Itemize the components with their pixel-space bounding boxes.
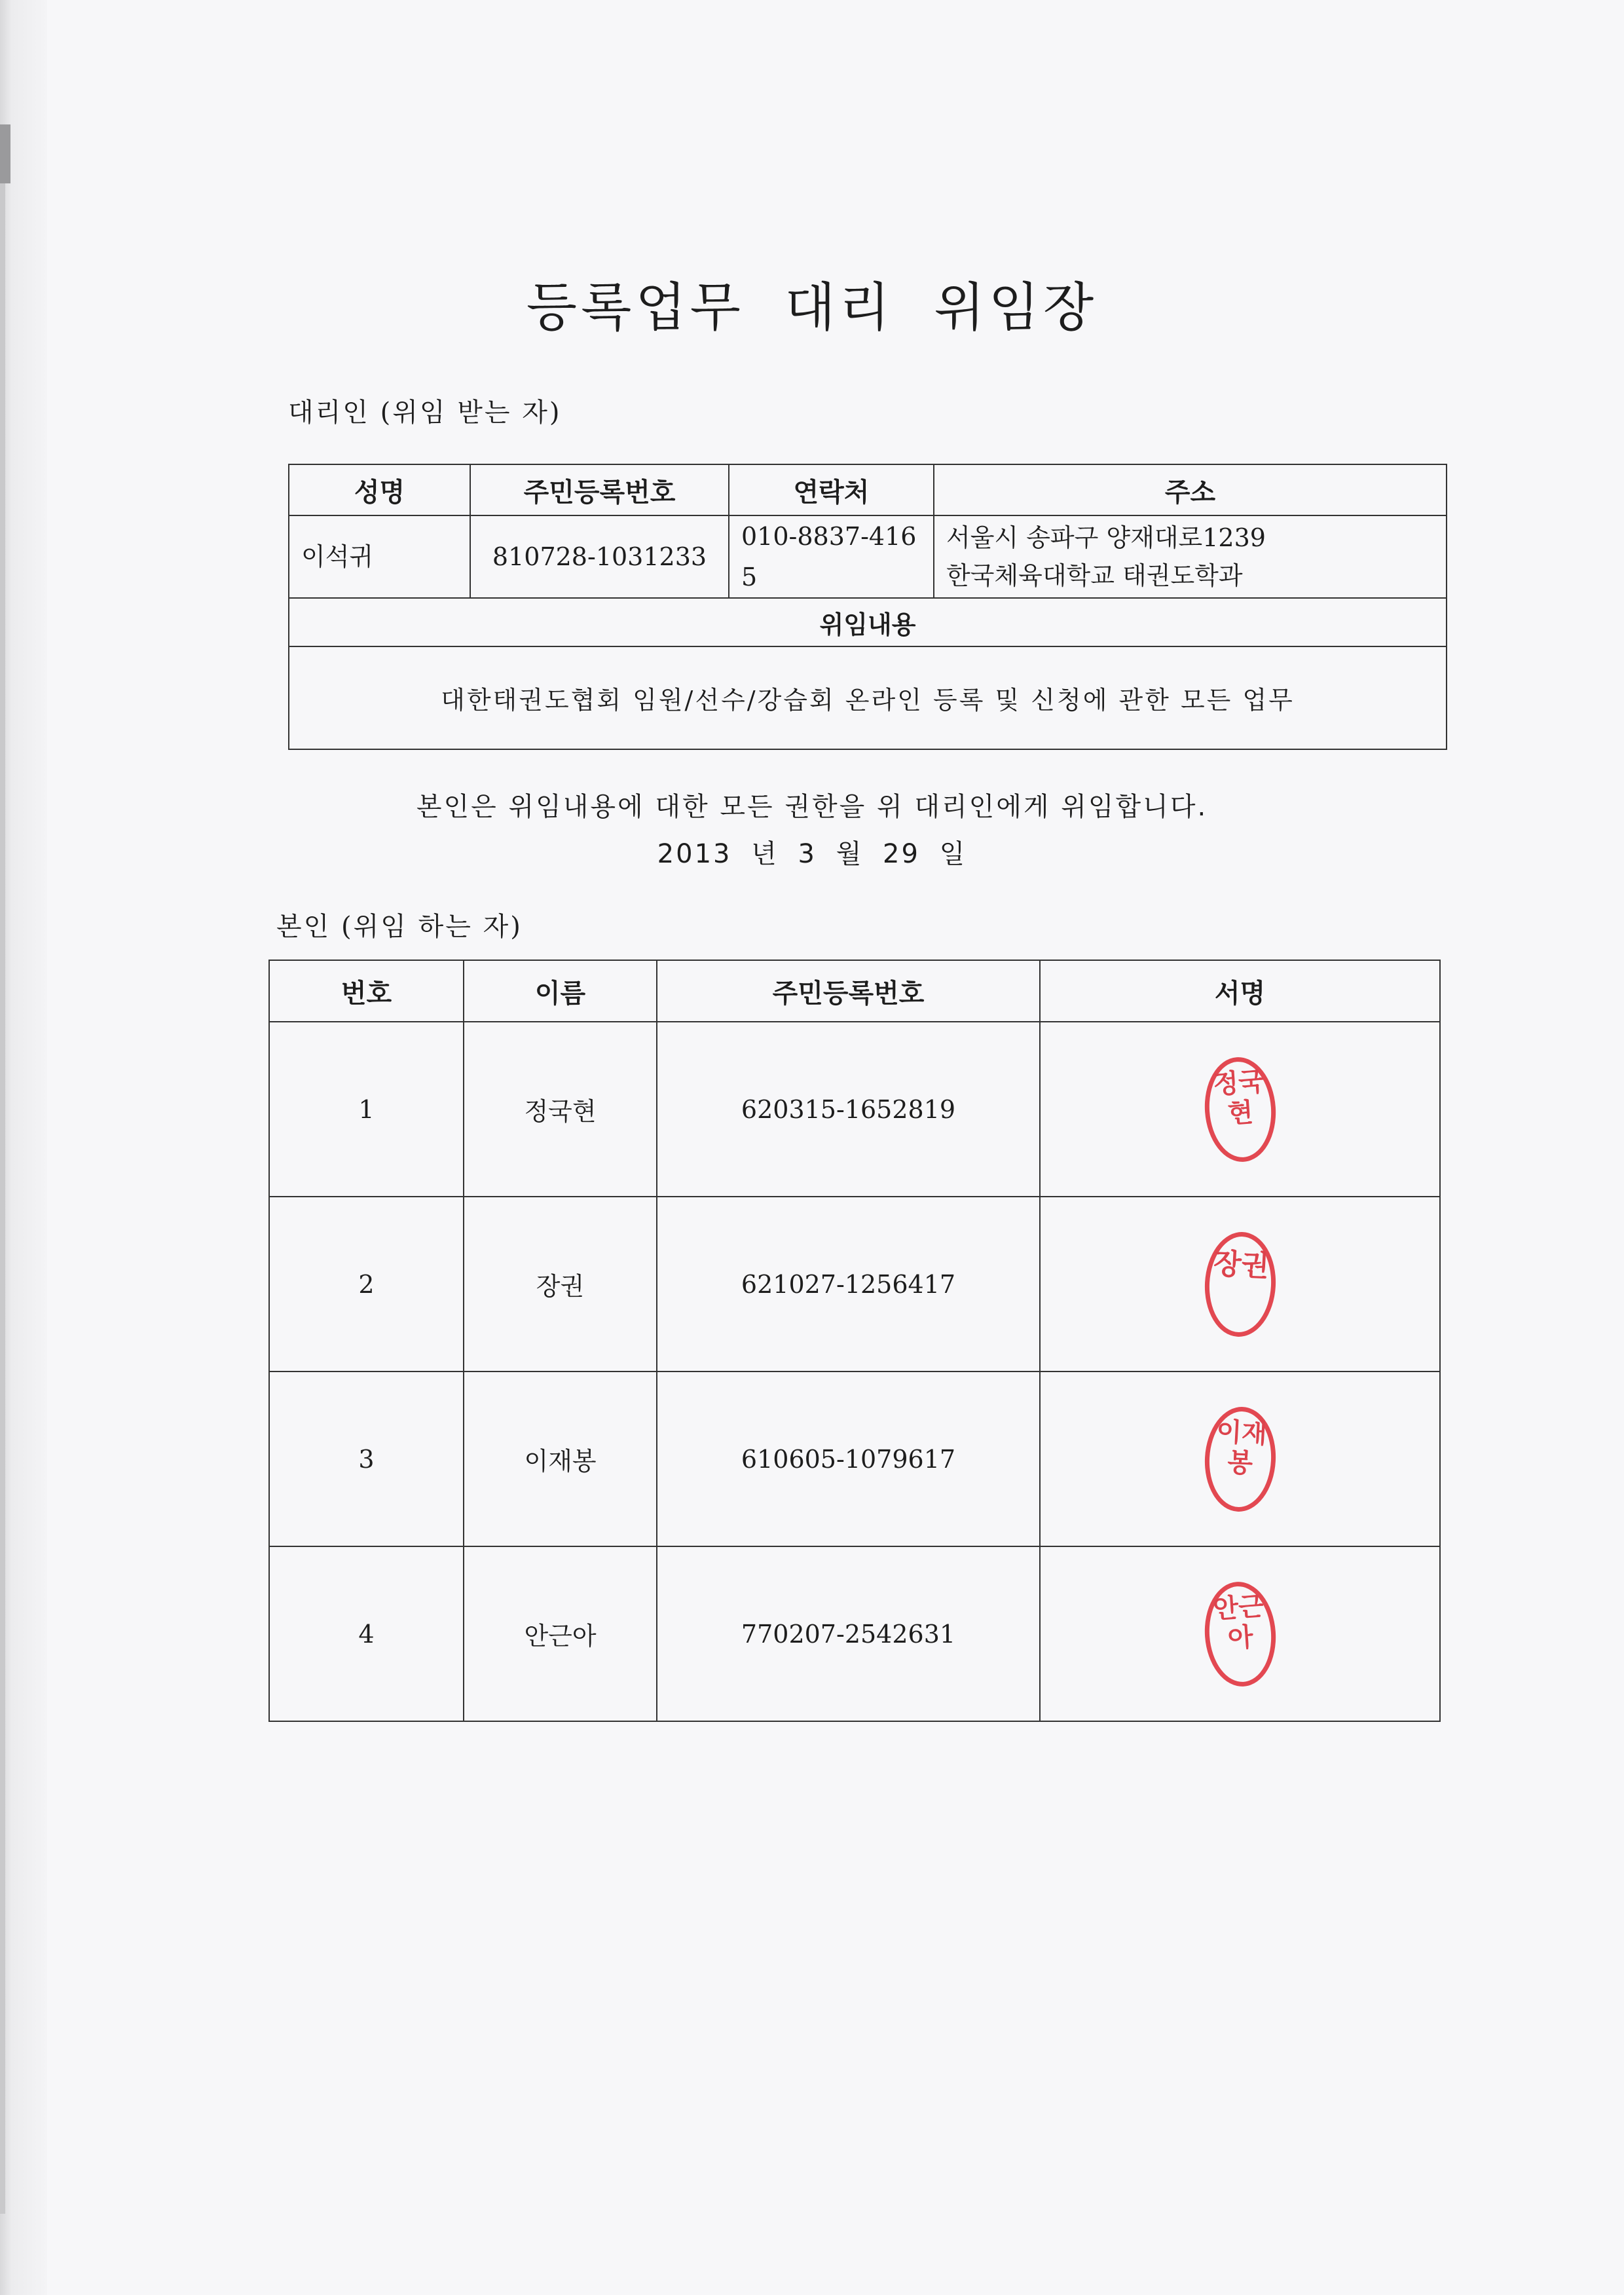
principal-resident-number: 620315-1652819 [657,1022,1040,1197]
scan-edge [0,0,47,2295]
delegation-statement: 본인은 위임내용에 대한 모든 권한을 위 대리인에게 위임합니다. [416,792,1208,822]
agent-address [934,515,1447,598]
principal-signature-cell [1040,1197,1440,1371]
agent-name: 이석귀 [289,515,470,598]
principal-header-resident-number: 주민등록번호 [657,960,1040,1022]
seal-stamp: 장권 [1202,1230,1278,1338]
agent-phone: 010-8837-4165 [729,515,934,598]
principal-name: 장권 [464,1197,657,1371]
principal-no: 2 [269,1197,464,1371]
scan-edge-strip [0,183,5,2214]
agent-section-label: 대리인 (위임 받는 자) [288,398,562,428]
principal-section-label: 본인 (위임 하는 자) [276,912,523,942]
principal-header-no: 번호 [269,960,464,1022]
delegation-content-row [289,646,1447,749]
agent-header-resident-number: 주민등록번호 [470,464,729,515]
delegation-content: 대한태권도협회 임원/선수/강습회 온라인 등록 및 신청에 관한 모든 업무 [289,646,1447,749]
principal-row [269,1197,1440,1371]
agent-table-header [289,464,1447,515]
principal-row [269,1371,1440,1546]
principal-signature-cell [1040,1371,1440,1546]
principal-name: 안근아 [464,1546,657,1721]
scan-edge-tab [0,124,10,183]
principal-signature-cell [1040,1546,1440,1721]
principal-resident-number: 770207-2542631 [657,1546,1040,1721]
agent-header-address: 주소 [934,464,1447,515]
principal-resident-number: 610605-1079617 [657,1371,1040,1546]
principal-header-signature: 서명 [1040,960,1440,1022]
principal-name: 이재봉 [464,1371,657,1546]
document-date: 2013 년 3 월 29 일 [657,839,967,869]
principal-no: 1 [269,1022,464,1197]
principal-row [269,1022,1440,1197]
seal-stamp: 정국현 [1201,1054,1279,1164]
delegation-header: 위임내용 [289,598,1447,646]
principal-no: 3 [269,1371,464,1546]
agent-address-line1: 서울시 송파구 양재대로1239 [946,523,1266,552]
principal-name: 정국현 [464,1022,657,1197]
principal-row [269,1546,1440,1721]
principal-table-header [269,960,1440,1022]
delegation-header-row [289,598,1447,646]
agent-address-line2: 한국체육대학교 태권도학과 [946,561,1243,590]
principal-table [268,960,1441,1722]
agent-header-phone: 연락처 [729,464,934,515]
agent-data-row [289,515,1447,598]
agent-header-name: 성명 [289,464,470,515]
document-title: 등록업무 대리 위임장 [526,277,1098,338]
principal-signature-cell [1040,1022,1440,1197]
seal-stamp: 안근아 [1201,1579,1279,1689]
agent-resident-number: 810728-1031233 [470,515,729,598]
principal-no: 4 [269,1546,464,1721]
seal-stamp: 이재봉 [1202,1405,1278,1513]
principal-header-name: 이름 [464,960,657,1022]
principal-resident-number: 621027-1256417 [657,1197,1040,1371]
agent-table [288,464,1447,750]
